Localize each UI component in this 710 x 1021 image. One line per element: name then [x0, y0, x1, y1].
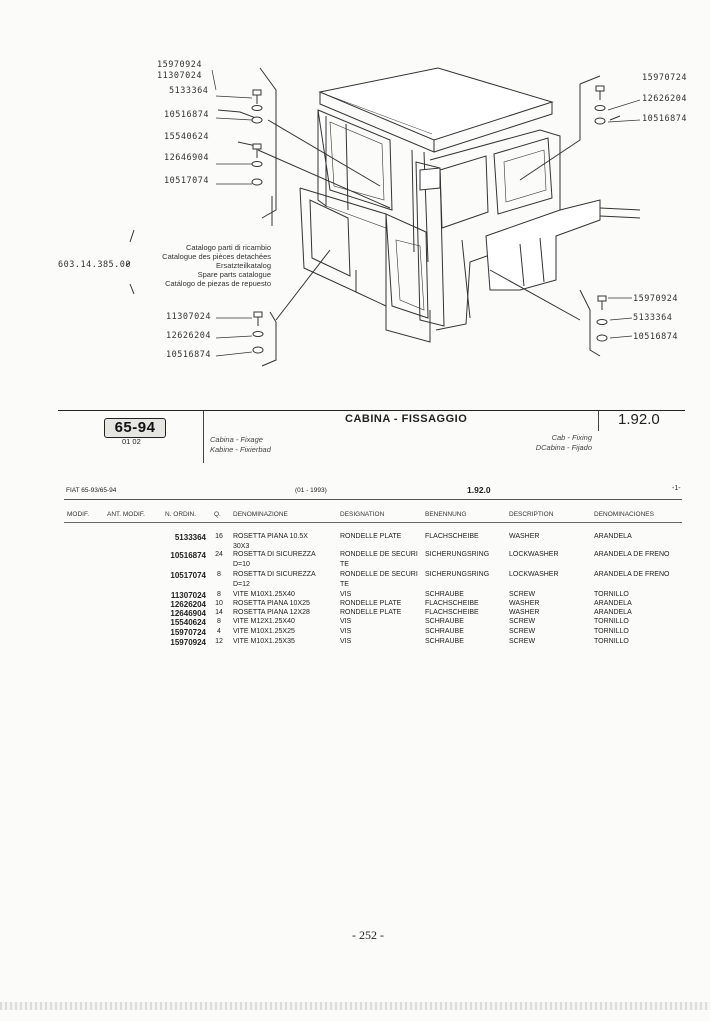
subtitle-de: Kabine - Fixierbad [210, 445, 271, 454]
catalog-number: 603.14.385.00 [58, 260, 132, 270]
cell-english: WASHER [509, 600, 540, 607]
cell-german: FLACHSCHEIBE [425, 533, 479, 540]
table-row [0, 533, 710, 543]
table-date: (01 - 1993) [295, 487, 327, 494]
cell-italian-cont: D=10 [233, 561, 250, 568]
callout-part-number: 10516874 [642, 114, 687, 124]
cell-german: SCHRAUBE [425, 638, 464, 645]
subtitle-es: DCabina - Fijado [535, 443, 592, 452]
col-header-benennung: BENENNUNG [425, 511, 467, 518]
cell-quantity: 8 [217, 618, 221, 625]
cell-quantity: 8 [217, 571, 221, 578]
callout-part-number: 15970924 [157, 60, 202, 70]
callout-part-number: 15540624 [164, 132, 209, 142]
callout-part-number: 10517074 [164, 176, 209, 186]
catalog-title: Catalogo parti di ricambio [185, 243, 271, 252]
table-rule-top [64, 499, 682, 500]
cell-french: VIS [340, 638, 352, 645]
cell-order-number: 12626204 [170, 600, 206, 609]
cell-french: VIS [340, 618, 352, 625]
col-header-ant-modif: ANT. MODIF. [107, 511, 145, 518]
cell-english: WASHER [509, 609, 540, 616]
catalog-title: Spare parts catalogue [197, 270, 271, 279]
cell-german: SICHERUNGSRING [425, 551, 490, 558]
cell-spanish: TORNILLO [594, 628, 629, 635]
callout-part-number: 10516874 [633, 332, 678, 342]
model-badge [104, 418, 166, 438]
callout-part-number: 10516874 [164, 110, 209, 120]
cell-quantity: 4 [217, 628, 221, 635]
cell-french-cont: TE [340, 561, 349, 568]
cell-spanish: ARANDELA DE FRENO [594, 551, 670, 558]
table-model: FIAT 65-93/65-94 [66, 487, 117, 494]
cell-italian: VITE M10X1.25X35 [233, 638, 295, 645]
table-row [0, 571, 710, 581]
subtitle-en: Cab - Fixing [551, 433, 592, 442]
cell-french: VIS [340, 628, 352, 635]
catalog-title: Ersatzteilkatalog [215, 261, 271, 270]
cell-spanish: ARANDELA [594, 600, 632, 607]
cell-french: RONDELLE PLATE [340, 533, 402, 540]
model-badge-text: 65-94 [114, 419, 156, 436]
header-divider-right [598, 411, 599, 431]
cell-french-cont: TE [340, 581, 349, 588]
table-row [0, 618, 710, 628]
cell-spanish: TORNILLO [594, 591, 629, 598]
cell-order-number: 5133364 [174, 533, 206, 542]
cell-italian: ROSETTA PIANA 10.5X [233, 533, 308, 540]
cell-french: VIS [340, 591, 352, 598]
cell-german: SCHRAUBE [425, 628, 464, 635]
cell-english: LOCKWASHER [509, 551, 559, 558]
callout-part-number: 11307024 [166, 312, 211, 322]
cell-order-number: 10517074 [170, 571, 206, 580]
cell-spanish: ARANDELA [594, 609, 632, 616]
section-number: 1.92.0 [618, 411, 660, 428]
callout-part-number: 15970924 [633, 294, 678, 304]
cell-italian: ROSETTA DI SICUREZZA [233, 551, 316, 558]
col-header-designation: DESIGNATION [340, 511, 385, 518]
cell-italian: VITE M12X1.25X40 [233, 618, 295, 625]
table-rule-header [64, 522, 682, 523]
cell-spanish: ARANDELA DE FRENO [594, 571, 670, 578]
cell-quantity: 12 [215, 638, 223, 645]
callout-part-number: 10516874 [166, 350, 211, 360]
callout-part-number: 5133364 [169, 86, 209, 96]
cab-exploded-diagram [0, 0, 710, 400]
cell-french: RONDELLE PLATE [340, 609, 402, 616]
cell-italian: ROSETTA DI SICUREZZA [233, 571, 316, 578]
cell-german: FLACHSCHEIBE [425, 609, 479, 616]
table-row [0, 551, 710, 561]
callout-part-number: 12646904 [164, 153, 209, 163]
col-header-modif: MODIF. [67, 511, 90, 518]
col-header-denominazione: DENOMINAZIONE [233, 511, 288, 518]
cell-german: FLACHSCHEIBE [425, 600, 479, 607]
section-title: CABINA - FISSAGGIO [345, 413, 468, 425]
cell-spanish: TORNILLO [594, 638, 629, 645]
cell-italian: ROSETTA PIANA 12X28 [233, 609, 310, 616]
cell-quantity: 14 [215, 609, 223, 616]
cell-quantity: 10 [215, 600, 223, 607]
cell-german: SCHRAUBE [425, 618, 464, 625]
cell-italian-cont: D=12 [233, 581, 250, 588]
cell-english: SCREW [509, 618, 536, 625]
cell-order-number: 11307024 [170, 591, 206, 600]
cell-french: RONDELLE DE SECURI [340, 551, 418, 558]
cell-english: SCREW [509, 591, 536, 598]
cell-italian: VITE M10X1.25X40 [233, 591, 295, 598]
table-section: 1.92.0 [467, 485, 491, 495]
scan-edge-strip [0, 1002, 710, 1010]
cell-german: SICHERUNGSRING [425, 571, 490, 578]
cell-french: RONDELLE PLATE [340, 600, 402, 607]
page-mark: -1- [672, 485, 681, 492]
cell-quantity: 24 [215, 551, 223, 558]
col-header-qty: Q. [214, 511, 221, 518]
cell-italian-cont: 30X3 [233, 543, 250, 550]
cell-french: RONDELLE DE SECURI [340, 571, 418, 578]
cell-german: SCHRAUBE [425, 591, 464, 598]
cell-spanish: ARANDELA [594, 533, 632, 540]
callout-part-number: 11307024 [157, 71, 202, 81]
col-header-denominaciones: DENOMINACIONES [594, 511, 654, 518]
subtitle-fr: Cabina - Fixage [210, 435, 263, 444]
callout-part-number: 12626204 [166, 331, 211, 341]
cell-spanish: TORNILLO [594, 618, 629, 625]
callout-part-number: 15970724 [642, 73, 687, 83]
catalog-title: Catálogo de piezas de repuesto [165, 279, 271, 288]
cell-order-number: 12646904 [170, 609, 206, 618]
cell-order-number: 15540624 [170, 618, 206, 627]
cell-italian: VITE M10X1.25X25 [233, 628, 295, 635]
callout-part-number: 5133364 [633, 313, 673, 323]
catalog-title: Catalogue des pièces detachées [162, 252, 271, 261]
col-header-n-ordin: N. ORDIN. [165, 511, 197, 518]
cell-english: LOCKWASHER [509, 571, 559, 578]
cell-english: SCREW [509, 638, 536, 645]
header-divider-left [203, 411, 204, 463]
cell-order-number: 10516874 [170, 551, 206, 560]
cell-order-number: 15970924 [170, 638, 206, 647]
model-code: 01 02 [122, 437, 141, 446]
cell-italian: ROSETTA PIANA 10X25 [233, 600, 310, 607]
callout-part-number: 12626204 [642, 94, 687, 104]
cell-quantity: 16 [215, 533, 223, 540]
page-number: - 252 - [352, 928, 384, 942]
table-row [0, 638, 710, 648]
cell-english: SCREW [509, 628, 536, 635]
col-header-description: DESCRIPTION [509, 511, 554, 518]
cell-quantity: 8 [217, 591, 221, 598]
cell-order-number: 15970724 [170, 628, 206, 637]
table-row [0, 628, 710, 638]
cell-english: WASHER [509, 533, 540, 540]
